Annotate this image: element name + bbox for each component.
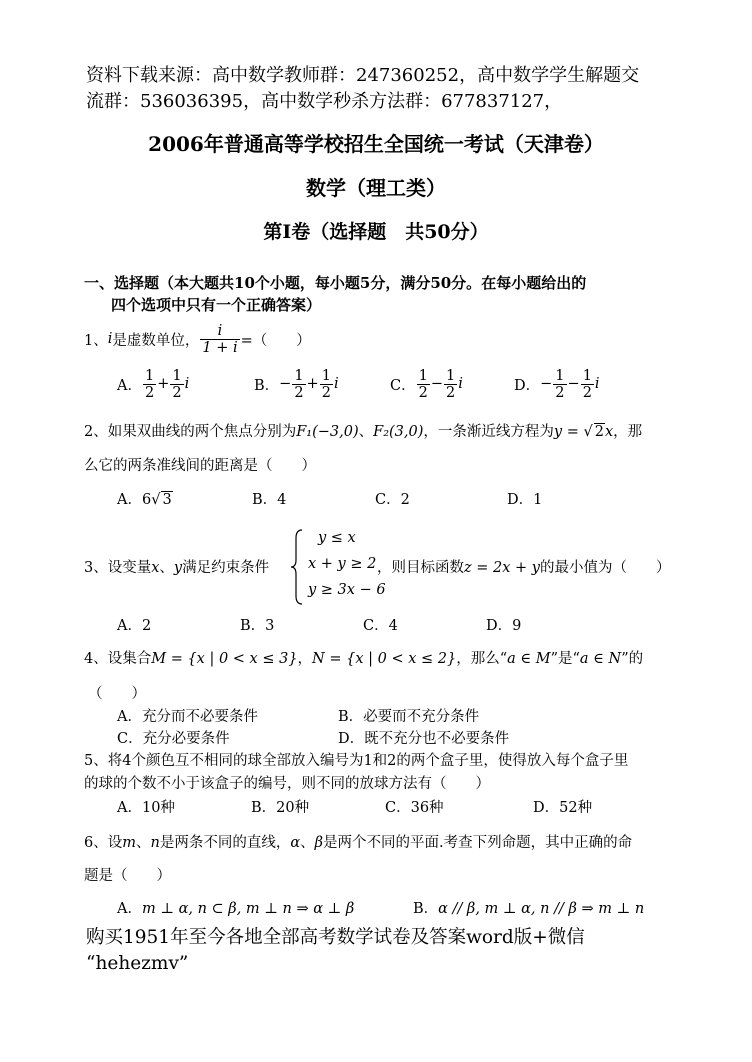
q3-sep: 、 (159, 560, 174, 576)
q6-option-a (117, 897, 354, 918)
q1-option-a (117, 364, 189, 404)
frac-num: 1 (582, 367, 592, 384)
q2-option-b: B．4 (252, 492, 287, 508)
option-frac-2 (581, 368, 594, 401)
q4-text-mid1: ，那么“ (456, 651, 508, 667)
q6-sep2: 、 (300, 835, 315, 851)
q4-option-d: D．既不充分也不必要条件 (338, 731, 510, 747)
frac-num: 1 (446, 367, 456, 384)
q3-option-d: D．9 (486, 618, 522, 634)
q3-constraint-2: x + y ≥ 2 (308, 556, 377, 572)
q3-objective: z = 2x + y (464, 560, 540, 576)
option-frac-1 (292, 368, 305, 401)
q2-focus-1: F₁(−3,0) (296, 424, 359, 440)
option-sign: − (540, 376, 553, 392)
q2-asym-lhs: y = (553, 424, 584, 440)
q3-text-after: ，则目标函数 (377, 560, 464, 576)
q6-sep1: 、 (135, 835, 151, 851)
option-label: B． (413, 901, 439, 917)
question-4-line-1 (84, 647, 643, 668)
frac-den: 2 (172, 384, 182, 401)
q3-constraint-3: y ≥ 3x − 6 (308, 582, 386, 598)
frac-den: 2 (294, 384, 304, 401)
q5-option-d: D．52种 (533, 800, 593, 816)
q4-set-n: N = {x | 0 < x ≤ 2} (312, 651, 457, 667)
q6-var-m: m (122, 835, 136, 851)
q1-text: 是虚数单位， (112, 332, 200, 349)
q3-option-b: B．3 (240, 618, 275, 634)
option-frac-1 (417, 368, 430, 401)
option-label: D． (514, 377, 541, 394)
option-op: + (306, 376, 319, 392)
q3-option-c: C．4 (363, 618, 398, 634)
question-3-prefix (84, 556, 269, 577)
frac-den: 2 (555, 384, 565, 401)
option-expr: α // β, m ⊥ α, n // β ⇒ m ⊥ n (438, 901, 645, 917)
header-ad-line-1: 资料下载来源：高中数学教师群：247360252，高中数学学生解题交 (86, 65, 640, 86)
option-op: − (430, 376, 443, 392)
q4-in-n: a ∈ N (579, 651, 622, 667)
frac-num: 1 (294, 367, 304, 384)
q6-var-alpha: α (290, 835, 301, 851)
q4-option-c: C．充分必要条件 (117, 731, 230, 747)
frac-num: 1 (172, 367, 182, 384)
section-heading-line-1: 一、选择题（本大题共10个小题，每小题5分，满分50分。在每小题给出的 (84, 274, 587, 292)
frac-den: 2 (321, 384, 331, 401)
q6-text-mid1: 是两条不同的直线， (159, 835, 291, 851)
q4-text-mid2: ”是“ (550, 651, 580, 667)
q5-option-c: C．36种 (385, 800, 444, 816)
option-frac-2 (444, 368, 457, 401)
q2-sep: 、 (358, 424, 374, 440)
frac-num: 1 (418, 367, 428, 384)
q3-text-mid: 满足约束条件 (182, 560, 270, 576)
question-6-line-2: 题是（ ） (84, 868, 171, 884)
q6-option-b (413, 897, 644, 918)
frac-num: 1 (321, 367, 331, 384)
q1-option-c (390, 364, 463, 404)
q2-option-c: C．2 (375, 492, 410, 508)
q2-text-a: 2、如果双曲线的两个焦点分别为 (84, 424, 297, 440)
header-ad-line-2: 流群：536036395，高中数学秒杀方法群：677837127， (86, 91, 563, 112)
option-frac-2 (320, 368, 333, 401)
frac-den: 2 (418, 384, 428, 401)
q2-focus-2: F₂(3,0) (373, 424, 424, 440)
option-label: B． (254, 377, 280, 394)
q4-set-m: M = {x | 0 < x ≤ 3} (151, 651, 298, 667)
footer-ad-line-1: 购买1951年至今各地全部高考数学试卷及答案word版+微信 (86, 927, 585, 948)
question-2-line-2: 么它的两条准线间的距离是（ ） (84, 458, 316, 474)
q3-constraint-1: y ≤ x (318, 530, 356, 546)
q6-text-prefix: 6、设 (84, 835, 123, 851)
frac-den: 2 (582, 384, 592, 401)
q4-text-prefix: 4、设集合 (84, 651, 152, 667)
frac-den: 2 (144, 384, 155, 401)
q3-text-prefix: 3、设变量 (84, 560, 152, 576)
frac-num: 1 (555, 367, 565, 384)
exam-title: 2006年普通高等学校招生全国统一考试（天津卷） (148, 132, 604, 156)
q6-var-n: n (150, 835, 160, 851)
question-5-line-1: 5、将4个颜色互不相同的球全部放入编号为1和2的两个盒子里，使得放入每个盒子里 (84, 753, 629, 769)
option-label: A． (117, 901, 142, 917)
option-frac-2 (170, 368, 183, 401)
question-6-line-1 (84, 831, 632, 852)
option-label: C． (390, 377, 416, 394)
q2-option-d: D．1 (507, 492, 543, 508)
question-5-line-2: 的球的个数不小于该盒子的编号，则不同的放球方法有（ ） (84, 776, 490, 792)
option-var: i (594, 376, 600, 392)
option-frac-1 (553, 368, 566, 401)
q1-prefix: 1、 (84, 332, 108, 349)
q6-text-mid2: 是两个不同的平面.考查下列命题，其中正确的命 (323, 835, 633, 851)
frac-den: 2 (446, 384, 456, 401)
frac-num: 1 (144, 367, 155, 384)
q3-option-a: A．2 (117, 618, 152, 634)
q4-in-m: a ∈ M (507, 651, 551, 667)
option-var: i (333, 376, 339, 392)
option-label: A． (117, 377, 142, 394)
q1-option-b (254, 364, 339, 404)
option-var: i (458, 376, 463, 392)
q5-option-b: B．20种 (251, 800, 310, 816)
option-op: + (157, 376, 170, 392)
question-4-bracket: （ ） (88, 686, 146, 702)
option-label: A． (117, 492, 142, 508)
q2-option-a: A．6√ 3 (117, 492, 172, 508)
question-2-line-1: 2、如果双曲线的两个焦点分别为F₁(−3,0)、F₂(3,0)，一条渐近线方程为y = √ 2x，那 (84, 424, 643, 440)
q4-option-b: B．必要而不充分条件 (338, 709, 480, 725)
section-heading-line-2: 四个选项中只有一个正确答案） (111, 296, 322, 314)
q5-option-a: A．10种 (117, 800, 175, 816)
q3-var-y: y (173, 560, 183, 576)
q1-i-var: i (107, 331, 113, 347)
q2-text-b: ，一条渐近线方程为 (423, 424, 554, 440)
exam-subject: 数学（理工类） (306, 176, 446, 200)
q1-option-d (514, 364, 600, 404)
option-expr: m ⊥ α, n ⊂ β, m ⊥ n ⇒ α ⊥ β (141, 901, 355, 917)
q1-frac-den: 1 + i (202, 339, 238, 356)
option-sign: − (279, 376, 292, 392)
option-op: − (567, 376, 580, 392)
option-radicand: 3 (162, 492, 172, 508)
question-1 (84, 318, 311, 360)
option-frac-1 (143, 368, 156, 401)
q4-text-end: ”的 (621, 651, 644, 667)
q4-sep: ， (297, 651, 313, 667)
exam-part: 第Ⅰ卷（选择题 共50分） (263, 221, 489, 243)
q2-text-c: ，那 (613, 424, 643, 440)
left-brace-icon (290, 528, 304, 606)
q2-asym-var: x (604, 424, 614, 440)
option-coef: 6 (141, 492, 152, 508)
q3-text-end: 的最小值为（ ） (539, 560, 671, 576)
q1-suffix: =（ ） (240, 332, 311, 349)
option-var: i (184, 376, 190, 392)
q2-asym-radicand: 2 (594, 424, 604, 440)
question-3-suffix (377, 556, 670, 577)
q6-var-beta: β (314, 835, 324, 851)
q4-option-a: A．充分而不必要条件 (117, 709, 258, 725)
footer-ad-line-2: “hehezmv” (86, 953, 189, 974)
q1-fraction (200, 323, 239, 356)
q1-frac-num: i (200, 323, 239, 340)
q3-var-x: x (151, 560, 160, 576)
